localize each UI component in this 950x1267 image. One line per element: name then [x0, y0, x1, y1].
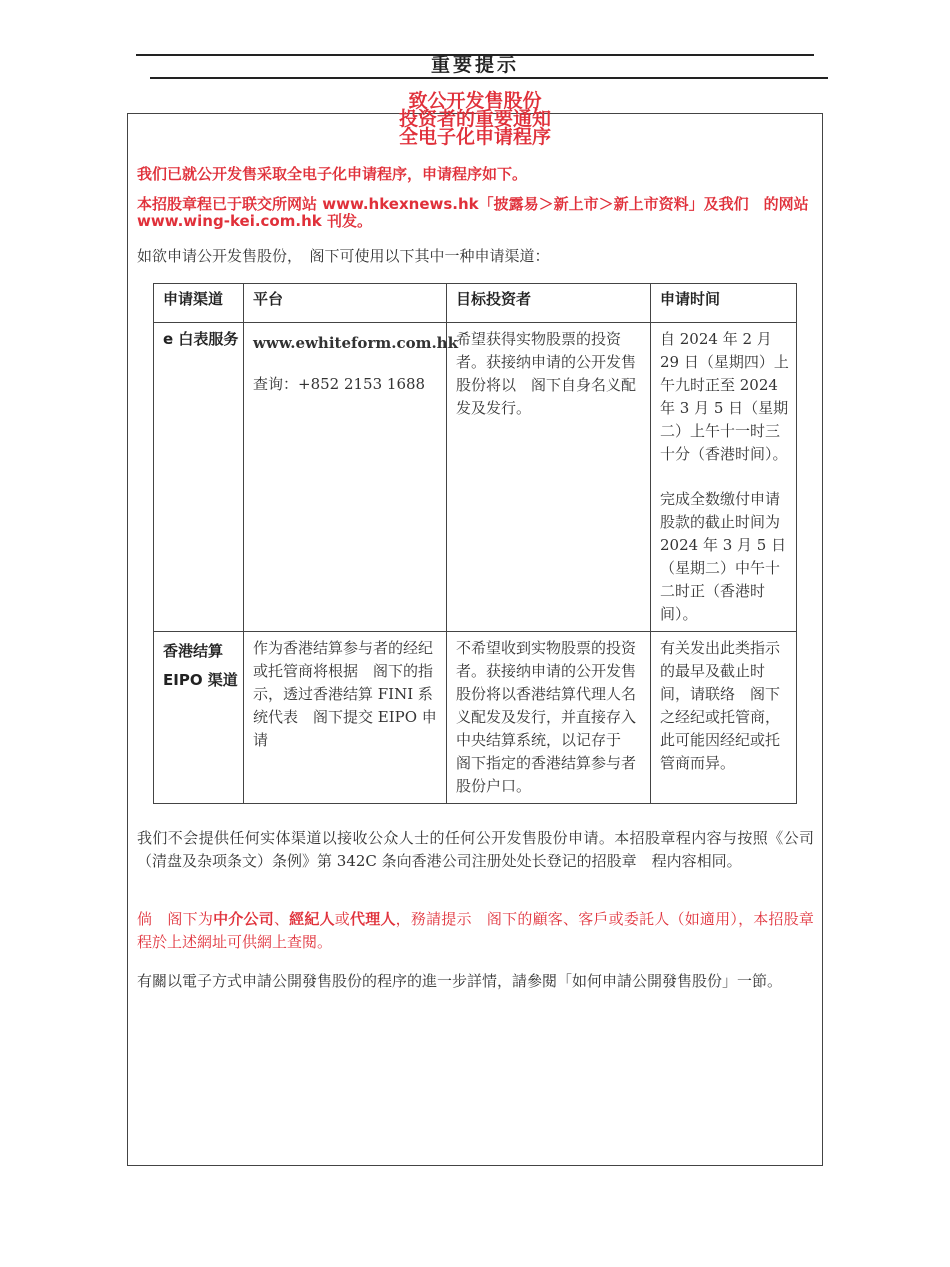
cell-time: [651, 323, 797, 632]
cell-channel: [154, 632, 244, 804]
header-platform: 平台: [244, 284, 447, 323]
notice-paragraph-electronic: 我们已就公开发售采取全电子化申请程序，申请程序如下。: [137, 165, 528, 183]
page-header-title: 重要提示: [430, 54, 519, 76]
cell-channel: [154, 323, 244, 632]
payment-deadline: 完成全数缴付申请股款的截止时间为 2024 年 3 月 5 日（星期二）中午十二时正（香港时间）。: [660, 490, 787, 623]
table-row: [154, 323, 797, 632]
time-period: 自 2024 年 2 月 29 日（星期四）上午九时正至 2024 年 3 月 5 日（星期二）上午十一时三十分（香港时间）。: [660, 330, 789, 463]
further-details-paragraph: 有關以電子方式申請公開發售股份的程序的進一步詳情，請參閱「如何申請公開發售股份」一節。: [137, 972, 783, 990]
term-intermediary: 中介公司: [213, 910, 274, 928]
term-broker: 經紀人: [289, 910, 335, 928]
cell-investors: [447, 632, 651, 804]
intermediary-prefix: 倘 阁下为: [137, 910, 214, 928]
channel-name-line-2: EIPO 渠道: [163, 671, 238, 689]
application-channels-table: [153, 283, 797, 804]
notice-title-line-3: 全电子化申请程序: [398, 126, 551, 148]
term-agent: 代理人: [350, 910, 396, 928]
notice-title-line-1: 致公开发售股份: [408, 90, 542, 112]
investors-text: 希望获得实物股票的投资者。获接纳申请的公开发售股份将以 阁下自身名义配发及发行。: [456, 330, 637, 417]
header-investors: 目标投资者: [447, 284, 651, 323]
table-row: [154, 632, 797, 804]
header-rule-bottom: [150, 77, 828, 79]
header-time: 申请时间: [651, 284, 797, 323]
separator: 或: [334, 910, 351, 928]
investors-text: 不希望收到实物股票的投资者。获接纳申请的公开发售股份将以香港结算代理人名义配发及发行，并直接存入中央结算系统，以记存于 阁下指定的香港结算参与者股份户口。: [456, 639, 637, 795]
cell-time: [651, 632, 797, 804]
time-text: 有关发出此类指示的最早及截止时间，请联络 阁下之经纪或托管商，此可能因经纪或托管商而异。: [660, 639, 781, 772]
cell-platform: [244, 632, 447, 804]
intro-text: 如欲申请公开发售股份， 阁下可使用以下其中一种申请渠道：: [137, 247, 550, 265]
intermediary-suffix: ，務請提示 阁下的顧客、客戶或委託人（如適用），本招股章程於上述網址可供網上查閱。: [137, 910, 814, 951]
notice-title-line-2: 投资者的重要通知: [398, 108, 551, 130]
channel-name-line-1: 香港结算: [163, 642, 224, 660]
table-header-row: [154, 284, 797, 323]
cell-investors: [447, 323, 651, 632]
notice-paragraph-websites: 本招股章程已于联交所网站 www.hkexnews.hk「披露易＞新上市＞新上市资料」及我们 的网站 www.wing-kei.com.hk 刊发。: [137, 195, 809, 230]
cell-platform: [244, 323, 458, 632]
channel-name: e 白表服务: [163, 330, 239, 348]
platform-enquiry: 查询：+852 2153 1688: [253, 375, 426, 393]
platform-url: www.ewhiteform.com.hk: [253, 334, 458, 352]
no-physical-channel-paragraph: 我们不会提供任何实体渠道以接收公众人士的任何公开发售股份申请。本招股章程内容与按照《公司（清盘及杂项条文）条例》第 342C 条向香港公司注册处处长登记的招股章 程内容相同。: [137, 829, 814, 870]
header-channel: 申请渠道: [154, 284, 244, 323]
separator: 、: [273, 910, 290, 928]
platform-text: 作为香港结算参与者的经纪或托管商将根据 阁下的指示，透过香港结算 FINI 系统代表 阁下提交 EIPO 申请: [253, 639, 437, 749]
intermediary-paragraph: [137, 908, 814, 954]
